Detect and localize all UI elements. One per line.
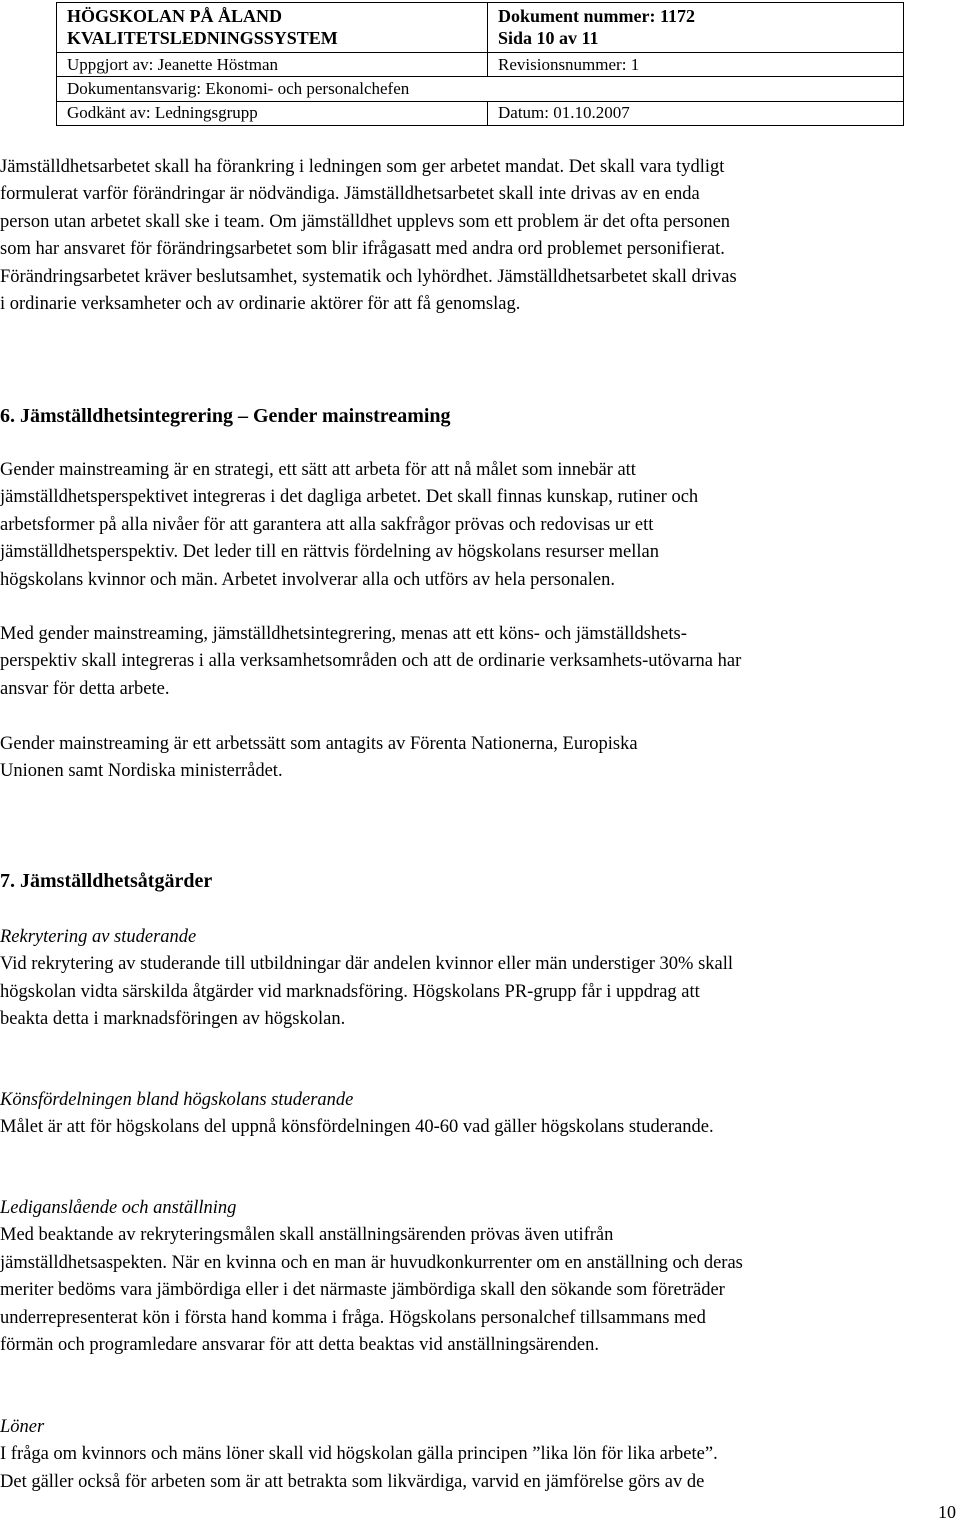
text-line: person utan arbetet skall ske i team. Om jämställdhet upplevs som ett problem är det ofta personen [0,211,731,232]
text-line: Gender mainstreaming är en strategi, ett sätt att arbeta för att nå målet som innebär att [0,460,636,480]
text-line: Jämställdhetsarbetet skall ha förankring i ledningen som ger arbetet mandat. Det skall vara tydligt [0,157,725,177]
quality-system-name: KVALITETSLEDNINGSSYSTEM [67,28,338,49]
text-line: Vid rekrytering av studerande till utbildningar där andelen kvinnor eller män understiger 30% skall [0,954,734,975]
recruitment-block [0,924,958,1034]
text-line: Förändringsarbetet kräver beslutsamhet, systematik och lyhördhet. Jämställdhetsarbetet skall drivas [0,266,737,287]
section-6-paragraph-2 [0,621,958,703]
section-6-paragraph-3 [0,731,958,786]
prepared-by: Uppgjort av: Jeanette Höstman [57,52,488,76]
revision-number: Revisionsnummer: 1 [488,52,904,76]
text-line: i ordinarie verksamheter och av ordinarie aktörer för att få genomslag. [0,294,521,315]
text-line: Med beaktande av rekryteringsmålen skall anställningsärenden prövas även utifrån [0,1225,614,1246]
page-indicator: Sida 10 av 11 [498,28,599,49]
salaries-block [0,1414,958,1496]
text-line: Målet är att för högskolans del uppnå könsfördelningen 40-60 vad gäller högskolans studerande. [0,1117,714,1138]
text-line: som har ansvaret för förändringsarbetet som blir ifrågasatt med andra ord problemet personifierat. [0,239,725,260]
approved-by: Godkänt av: Ledningsgrupp [57,101,488,125]
gender-distribution-block [0,1087,958,1142]
intro-paragraph [0,154,958,318]
text-line: jämställdhetsperspektiv. Det leder till en rättvis fördelning av högskolans resurser mellan [0,542,659,563]
gender-distribution-subheading: Könsfördelningen bland högskolans studerande [0,1090,354,1110]
document-header-table [56,2,904,126]
header-institution-cell [57,3,488,53]
text-line: högskolan vidta särskilda åtgärder vid marknadsföring. Högskolans PR-grupp får i uppdrag att [0,981,700,1002]
vacancies-subheading: Lediganslående och anställning [0,1198,237,1218]
document-number: Dokument nummer: 1172 [498,6,695,27]
text-line: formulerat varför förändringar är nödvändiga. Jämställdhetsarbetet skall inte drivas av en enda [0,184,700,205]
section-6-paragraph-1 [0,457,958,594]
text-line: ansvar för detta arbete. [0,678,170,699]
text-line: meriter bedöms vara jämbördiga eller i det närmaste jämbördiga skall den sökande som företräder [0,1280,725,1301]
text-line: underrepresenterat kön i första hand komma i fråga. Högskolans personalchef tillsammans med [0,1307,706,1328]
page-number: 10 [938,1502,956,1522]
text-line: jämställdhetsperspektivet integreras i det dagliga arbetet. Det skall finnas kunskap, rutiner och [0,487,699,508]
section-6-heading: 6. Jämställdhetsintegrering – Gender mainstreaming [0,405,451,427]
text-line: förmän och programledare ansvarar för att detta beaktas vid anställningsärenden. [0,1335,599,1356]
text-line: Det gäller också för arbeten som är att betrakta som likvärdiga, varvid en jämförelse görs av de [0,1471,705,1492]
text-line: I fråga om kvinnors och mäns löner skall vid högskolan gälla principen ”lika lön för lika arbete”. [0,1444,718,1465]
salaries-subheading: Löner [0,1417,45,1437]
header-docinfo-cell [488,3,904,53]
institution-name: HÖGSKOLAN PÅ ÅLAND [67,6,283,27]
text-line: beakta detta i marknadsföringen av högskolan. [0,1009,346,1030]
vacancies-block [0,1195,958,1359]
text-line: Med gender mainstreaming, jämställdhetsintegrering, menas att ett köns- och jämställdshets- [0,624,687,644]
document-responsible: Dokumentansvarig: Ekonomi- och personalchefen [57,77,904,101]
text-line: Gender mainstreaming är ett arbetssätt som antagits av Förenta Nationerna, Europiska [0,734,638,754]
section-7-heading: 7. Jämställdhetsåtgärder [0,870,213,892]
text-line: perspektiv skall integreras i alla verksamhetsområden och att de ordinarie verksamhets-utövarna har [0,651,742,672]
text-line: Unionen samt Nordiska ministerrådet. [0,761,283,782]
text-line: högskolans kvinnor och män. Arbetet involverar alla och utförs av hela personalen. [0,569,615,590]
recruitment-subheading: Rekrytering av studerande [0,927,197,947]
approval-date: Datum: 01.10.2007 [488,101,904,125]
text-line: jämställdhetsaspekten. När en kvinna och en man är huvudkonkurrenter om en anställning och deras [0,1252,743,1273]
text-line: arbetsformer på alla nivåer för att garantera att alla sakfrågor prövas och redovisas ur ett [0,514,654,535]
